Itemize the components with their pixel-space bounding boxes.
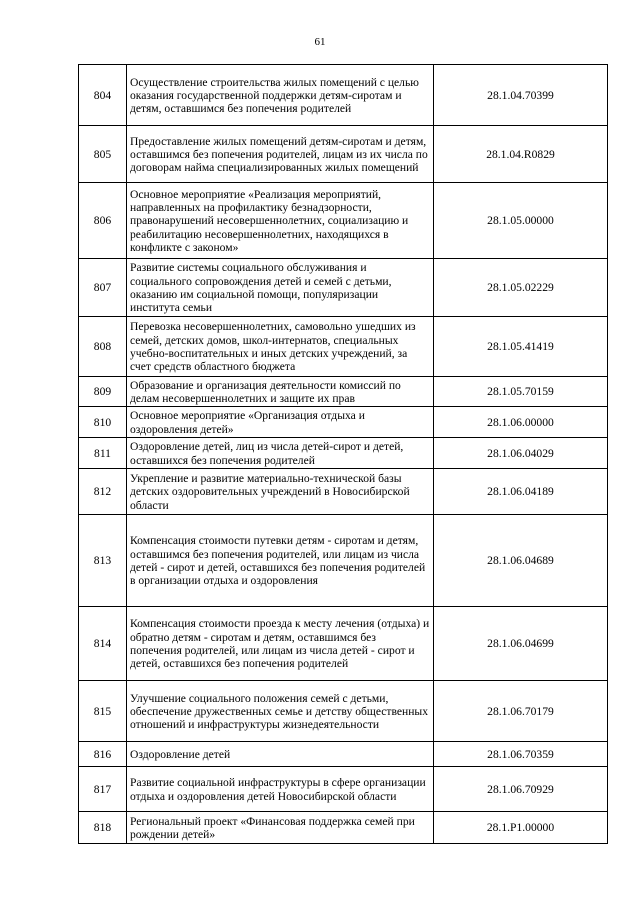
table-row [79, 317, 608, 377]
row-number: 809 [79, 377, 127, 407]
row-code: 28.1.06.04029 [434, 438, 608, 469]
row-name: Предоставление жилых помещений детям-сиротам и детям, оставшимся без попечения родителей, лицам из их числа по договорам найма специализированных жилых помещений [127, 126, 434, 183]
table-row [79, 126, 608, 183]
row-code: 28.1.06.04689 [434, 515, 608, 607]
row-name: Региональный проект «Финансовая поддержка семей при рождении детей» [127, 812, 434, 844]
table-row [79, 183, 608, 259]
row-code: 28.1.05.02229 [434, 259, 608, 317]
row-name: Компенсация стоимости проезда к месту лечения (отдыха) и обратно детям - сиротам и детям, оставшимся без попечения родителей, или лицам из числа детей - сирот и детей, оставшихся без попечения родителей [127, 607, 434, 681]
row-number: 804 [79, 65, 127, 126]
table-row [79, 407, 608, 438]
row-name: Укрепление и развитие материально-технической базы детских оздоровительных учреждений в Новосибирской области [127, 469, 434, 515]
row-number: 816 [79, 742, 127, 767]
table-row [79, 515, 608, 607]
row-number: 815 [79, 681, 127, 742]
table-row [79, 812, 608, 844]
table-row [79, 742, 608, 767]
row-number: 812 [79, 469, 127, 515]
table-row [79, 377, 608, 407]
row-code: 28.1.06.70359 [434, 742, 608, 767]
row-number: 814 [79, 607, 127, 681]
row-name: Образование и организация деятельности комиссий по делам несовершеннолетних и защите их прав [127, 377, 434, 407]
row-number: 807 [79, 259, 127, 317]
row-code: 28.1.06.70929 [434, 767, 608, 812]
row-number: 808 [79, 317, 127, 377]
row-number: 813 [79, 515, 127, 607]
row-name: Развитие социальной инфраструктуры в сфере организации отдыха и оздоровления детей Новосибирской области [127, 767, 434, 812]
table-row [79, 65, 608, 126]
table-row [79, 438, 608, 469]
row-code: 28.1.06.00000 [434, 407, 608, 438]
row-code: 28.1.06.04189 [434, 469, 608, 515]
row-number: 817 [79, 767, 127, 812]
row-name: Улучшение социального положения семей с детьми, обеспечение дружественных семье и детству общественных отношений и инфраструктуры жизнедеятельности [127, 681, 434, 742]
row-name: Основное мероприятие «Реализация мероприятий, направленных на профилактику безнадзорности, правонарушений несовершеннолетних, социализацию и реабилитацию несовершеннолетних, находящихся в конфликте с законом» [127, 183, 434, 259]
row-number: 810 [79, 407, 127, 438]
budget-table [78, 64, 608, 844]
row-code: 28.1.06.04699 [434, 607, 608, 681]
row-code: 28.1.05.41419 [434, 317, 608, 377]
row-number: 806 [79, 183, 127, 259]
row-name: Оздоровление детей [127, 742, 434, 767]
row-number: 818 [79, 812, 127, 844]
table-row [79, 681, 608, 742]
row-name: Основное мероприятие «Организация отдыха и оздоровления детей» [127, 407, 434, 438]
table-row [79, 767, 608, 812]
row-code: 28.1.05.00000 [434, 183, 608, 259]
row-name: Компенсация стоимости путевки детям - сиротам и детям, оставшимся без попечения родителей, или лицам из числа детей - сирот и детей, оставшихся без попечения родителей в организации отдыха и оздоровления [127, 515, 434, 607]
row-number: 811 [79, 438, 127, 469]
row-code: 28.1.P1.00000 [434, 812, 608, 844]
row-name: Развитие системы социального обслуживания и социального сопровождения детей и семей с детьми, оказанию им социальной помощи, популяризации института семьи [127, 259, 434, 317]
page-number: 61 [314, 36, 326, 48]
table-row [79, 607, 608, 681]
row-name: Перевозка несовершеннолетних, самовольно ушедших из семей, детских домов, школ-интернатов, специальных учебно-воспитательных и иных детских учреждений, за счет средств областного бюджета [127, 317, 434, 377]
row-code: 28.1.06.70179 [434, 681, 608, 742]
row-number: 805 [79, 126, 127, 183]
table-row [79, 259, 608, 317]
row-code: 28.1.04.70399 [434, 65, 608, 126]
row-code: 28.1.05.70159 [434, 377, 608, 407]
row-name: Осуществление строительства жилых помещений с целью оказания государственной поддержки детям-сиротам и детям, оставшимся без попечения родителей [127, 65, 434, 126]
row-code: 28.1.04.R0829 [434, 126, 608, 183]
row-name: Оздоровление детей, лиц из числа детей-сирот и детей, оставшихся без попечения родителей [127, 438, 434, 469]
table-row [79, 469, 608, 515]
